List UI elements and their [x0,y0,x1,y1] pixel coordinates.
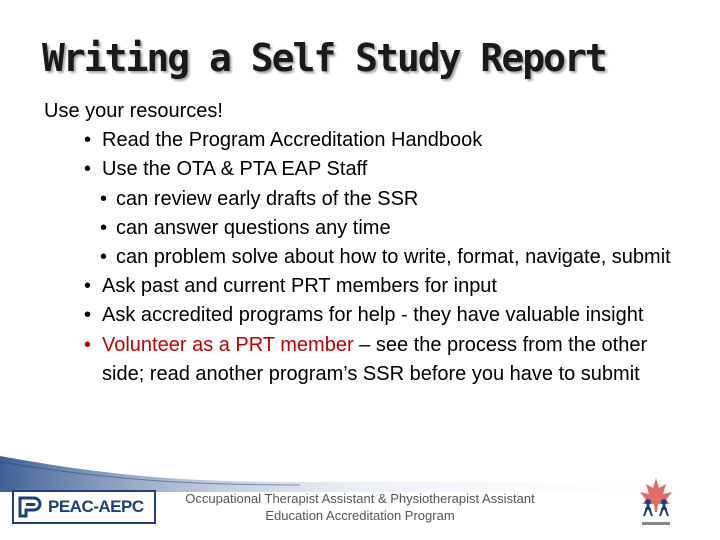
logo-left-text: PEAC-AEPC [48,497,144,516]
bullet-handbook: • Read the Program Accreditation Handbook [44,126,694,155]
staff-sublist [80,185,694,273]
resource-list [44,126,694,389]
volunteer-highlight: Volunteer as a PRT member [102,333,354,356]
sub-bullet-questions: • can answer questions any time [80,214,694,243]
peac-logo-mark-icon [16,492,46,522]
footer-line-1: Occupational Therapist Assistant & Physiotherapist Assistant [185,491,535,506]
peac-aepc-logo [12,490,156,524]
footer-caption [160,490,560,524]
slide-body [44,97,694,389]
bullet-staff-label: Use the OTA & PTA EAP Staff [102,158,368,181]
volunteer-text: – see the process from the other side; read another program’s SSR before you have to submit [102,333,648,385]
slide-title: Writing a Self Study Report [42,36,606,80]
footer-wave-decoration [0,452,720,492]
footer-line-2: Education Accreditation Program [265,508,455,523]
maple-leaf-figures-icon [628,472,684,532]
bullet-volunteer [44,331,694,389]
sub-bullet-problem-solve: • can problem solve about how to write, format, navigate, submit [80,243,694,272]
bullet-staff [44,155,694,272]
sub-bullet-drafts: • can review early drafts of the SSR [80,185,694,214]
bullet-prt-members: • Ask past and current PRT members for input [44,272,694,301]
intro-text: Use your resources! [44,100,223,122]
bullet-accredited-programs: • Ask accredited programs for help - they have valuable insight [44,301,694,330]
